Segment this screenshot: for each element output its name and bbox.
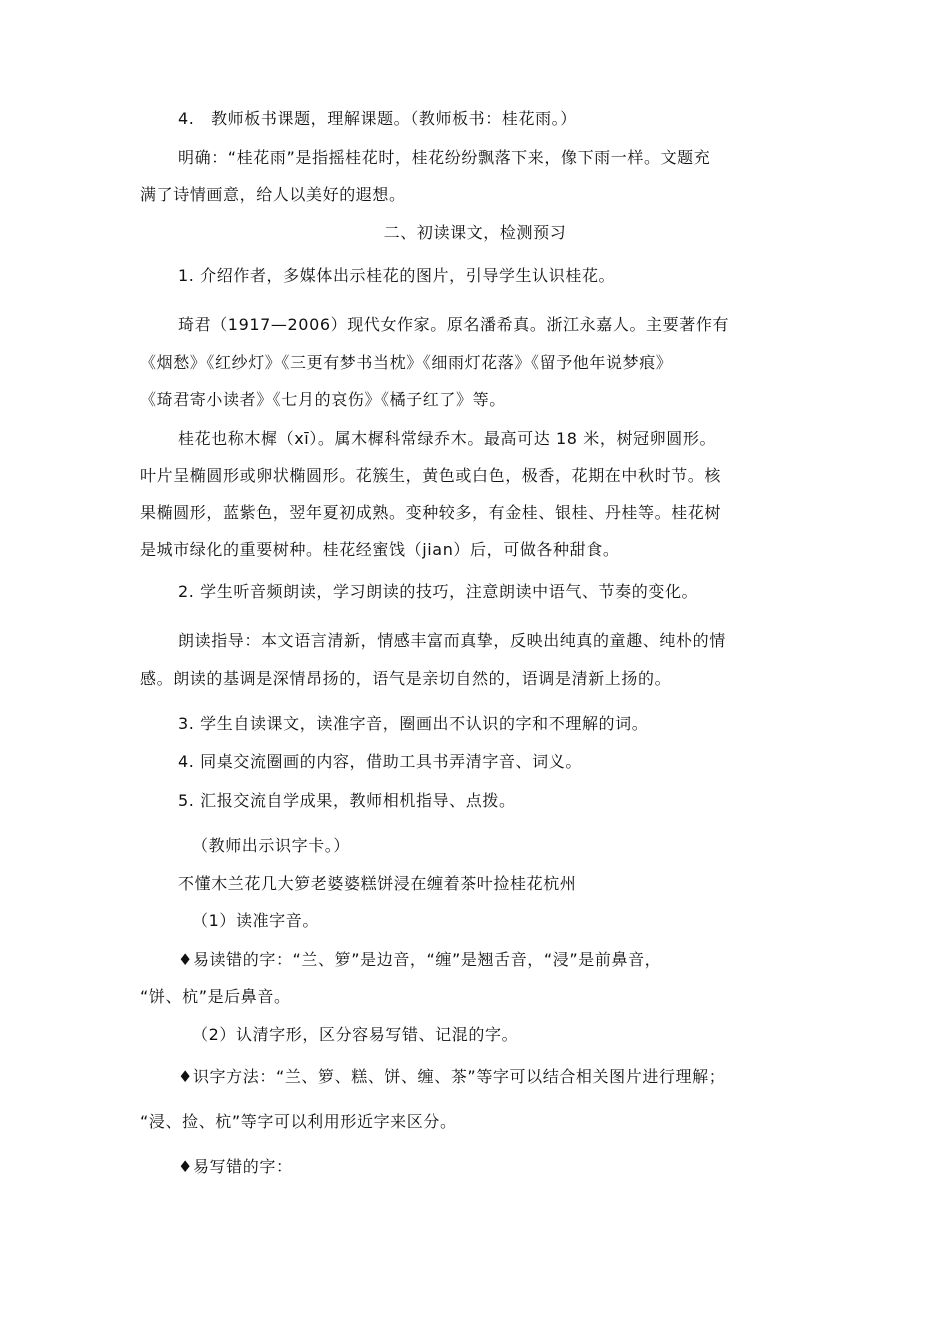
text-line: 4. 教师板书课题，理解课题。（教师板书：桂花雨。）: [178, 109, 577, 128]
text-line: “饼、杭”是后鼻音。: [140, 987, 291, 1006]
text-line: 是城市绿化的重要树种。桂花经蜜饯（jian）后，可做各种甜食。: [140, 540, 620, 559]
text-line: 1. 介绍作者，多媒体出示桂花的图片，引导学生认识桂花。: [178, 266, 616, 285]
text-line: ♦识字方法：“兰、箩、糕、饼、缠、茶”等字可以结合相关图片进行理解；: [178, 1067, 726, 1086]
text-line: 感。朗读的基调是深情昂扬的，语气是亲切自然的，语调是清新上扬的。: [140, 669, 672, 688]
text-line: 明确：“桂花雨”是指摇桂花时，桂花纷纷飘落下来，像下雨一样。文题充: [178, 148, 711, 167]
text-line: 《琦君寄小读者》《七月的哀伤》《橘子红了》等。: [140, 390, 506, 409]
text-line: 2. 学生听音频朗读，学习朗读的技巧，注意朗读中语气、节奏的变化。: [178, 582, 699, 601]
text-line: 不懂木兰花几大箩老婆婆糕饼浸在缠着茶叶捡桂花杭州: [178, 874, 577, 893]
text-line: 满了诗情画意，给人以美好的遐想。: [140, 185, 406, 204]
text-line: 《烟愁》《红纱灯》《三更有梦书当枕》《细雨灯花落》《留予他年说梦痕》: [140, 353, 673, 372]
text-line: （教师出示识字卡。）: [192, 836, 351, 855]
text-line: （2）认清字形，区分容易写错、记混的字。: [192, 1025, 519, 1044]
text-line: 叶片呈椭圆形或卵状椭圆形。花簇生，黄色或白色，极香，花期在中秋时节。核: [140, 466, 722, 485]
text-line: ♦易读错的字：“兰、箩”是边音，“缠”是翘舌音，“浸”是前鼻音，: [178, 950, 662, 969]
text-line: 琦君（1917—2006）现代女作家。原名潘希真。浙江永嘉人。主要著作有: [178, 315, 730, 334]
text-line: 桂花也称木樨（xī）。属木樨科常绿乔木。最高可达 18 米，树冠卵圆形。: [178, 429, 717, 448]
text-line: 3. 学生自读课文，读准字音，圈画出不认识的字和不理解的词。: [178, 714, 649, 733]
text-line: ♦易写错的字：: [178, 1157, 293, 1176]
section-heading: 二、初读课文，检测预习: [383, 223, 567, 242]
text-line: “浸、捡、杭”等字可以利用形近字来区分。: [140, 1112, 457, 1131]
text-line: 朗读指导：本文语言清新，情感丰富而真挚，反映出纯真的童趣、纯朴的情: [178, 631, 726, 650]
text-line: （1）读准字音。: [192, 911, 319, 930]
text-line: 4. 同桌交流圈画的内容，借助工具书弄清字音、词义。: [178, 752, 582, 771]
text-line: 5. 汇报交流自学成果，教师相机指导、点拨。: [178, 791, 516, 810]
text-line: 果椭圆形，蓝紫色，翌年夏初成熟。变种较多，有金桂、银桂、丹桂等。桂花树: [140, 503, 722, 522]
